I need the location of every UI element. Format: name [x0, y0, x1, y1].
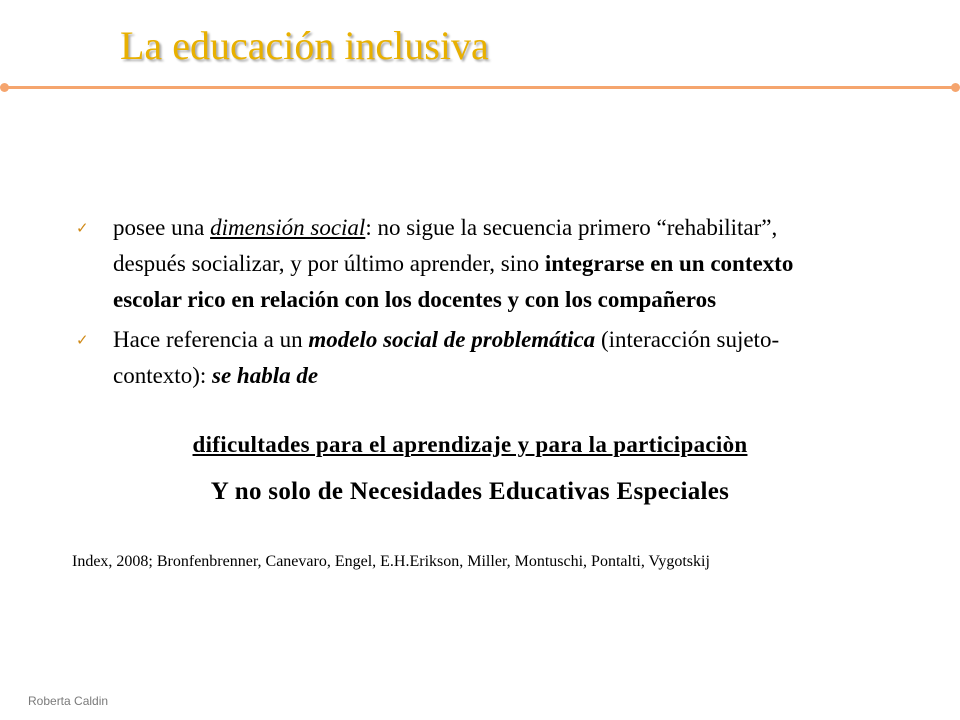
- bullet-item-social-model: [72, 322, 842, 394]
- divider-right-dot: [951, 83, 960, 92]
- references: Index, 2008; Bronfenbrenner, Canevaro, Engel, E.H.Erikson, Miller, Montuschi, Pontalti, Vygotskij: [72, 553, 710, 570]
- bullet-text: Hace referencia a un: [113, 327, 309, 352]
- bullet-bold-text: integrarse en un contexto escolar rico en relación con los docentes y con los compañeros: [113, 251, 794, 312]
- slide-title: La educación inclusiva: [120, 23, 489, 68]
- bullet-emphasis: dimensión social: [210, 215, 366, 240]
- emphasis-line-difficulties: dificultades para el aprendizaje y para la participaciòn: [192, 432, 748, 457]
- bullet-emphasis: se habla de: [212, 363, 319, 388]
- checkmark-icon: ✓: [76, 219, 89, 237]
- bullet-item-social-dimension: [72, 210, 842, 318]
- bullet-text: : no sigue la secuencia primero “rehabilitar”, después socializar, y por último aprender, sino: [113, 215, 778, 276]
- bullet-text: posee una: [113, 215, 211, 240]
- bullet-text: (interacción sujeto-contexto):: [113, 327, 780, 388]
- author-footer: Roberta Caldin: [28, 694, 109, 708]
- emphasis-line-special-needs: Y no solo de Necesidades Educativas Especiales: [210, 478, 730, 505]
- title-divider: [6, 86, 954, 89]
- bullet-emphasis: modelo social de problemática: [308, 327, 596, 352]
- bullet-list: [72, 210, 842, 394]
- checkmark-icon: ✓: [76, 331, 89, 349]
